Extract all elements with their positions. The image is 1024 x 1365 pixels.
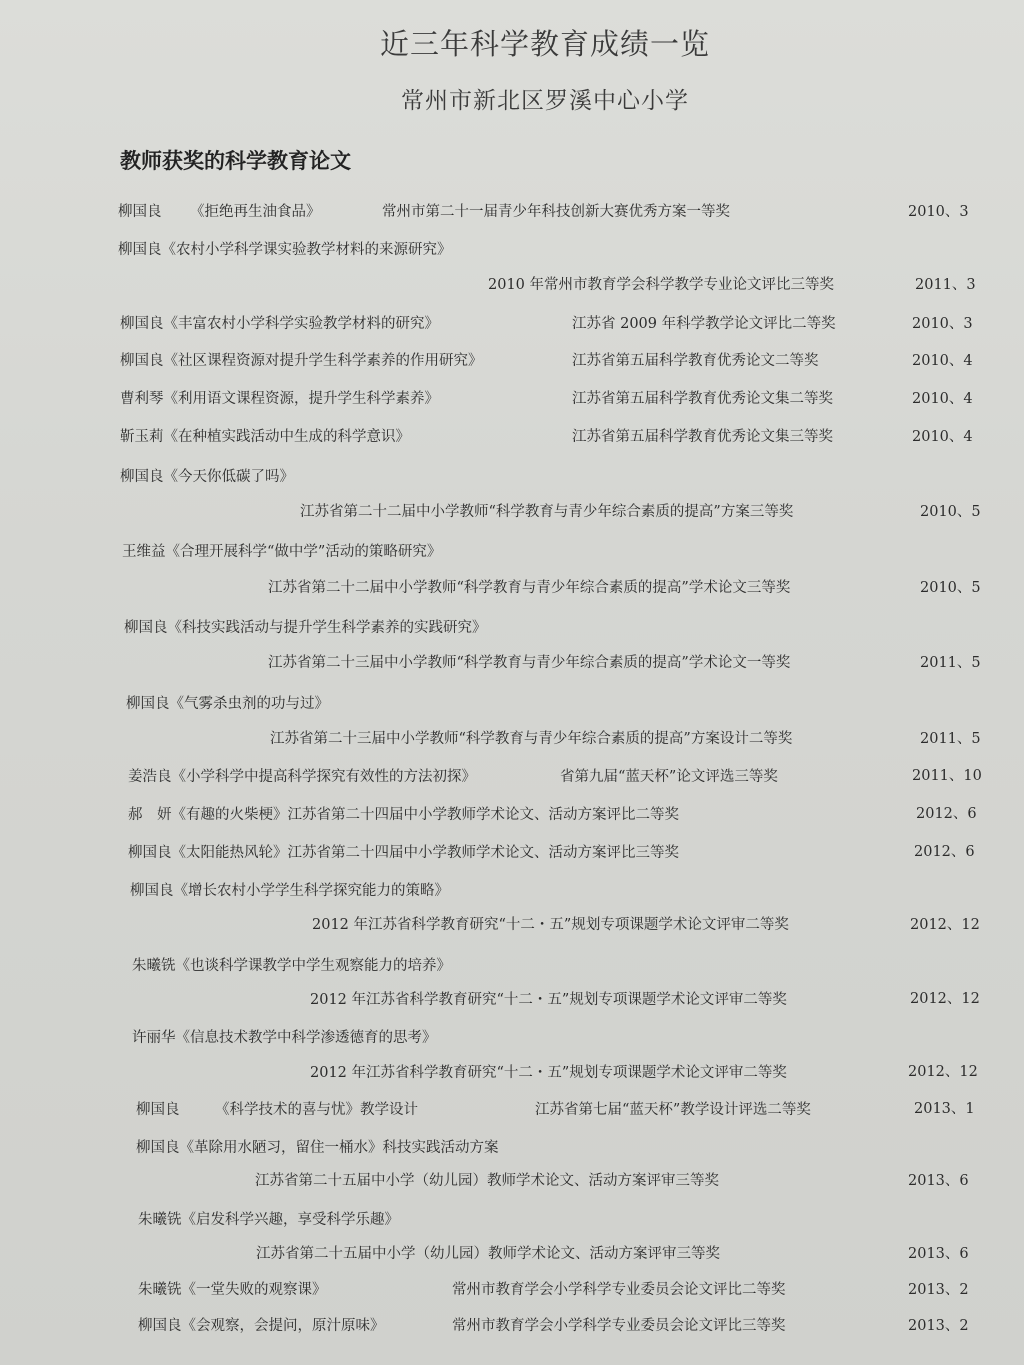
entry-date: 2012、12 [910,917,980,933]
entry-date: 2011、10 [912,768,982,784]
entry-date: 2012、6 [916,806,977,822]
entry-line: 柳国良《太阳能热风轮》江苏省第二十四届中小学教师学术论文、活动方案评比三等奖 [128,845,679,861]
entry-award: 常州市第二十一届青少年科技创新大赛优秀方案一等奖 [382,204,730,220]
entry-date: 2010、4 [912,429,973,445]
entry-line: 王维益《合理开展科学“做中学”活动的策略研究》 [122,544,442,560]
entry-award: 江苏省第二十五届中小学（幼儿园）教师学术论文、活动方案评审三等奖 [255,1173,719,1189]
entry-date: 2011、5 [920,731,981,747]
entry-award: 2012 年江苏省科学教育研究“十二・五”规划专项课题学术论文评审二等奖 [310,992,787,1008]
entry-award: 江苏省第二十三届中小学教师“科学教育与青少年综合素质的提高”方案设计二等奖 [270,731,793,747]
entry-award: 常州市教育学会小学科学专业委员会论文评比二等奖 [452,1282,786,1298]
entry-award: 2012 年江苏省科学教育研究“十二・五”规划专项课题学术论文评审二等奖 [310,1065,787,1081]
entry-date: 2012、12 [908,1064,978,1080]
entry-line: 柳国良《科技实践活动与提升学生科学素养的实践研究》 [124,620,487,636]
entry-date: 2010、5 [920,504,981,520]
page-title: 近三年科学教育成绩一览 [379,27,710,61]
entry-line: 许丽华《信息技术教学中科学渗透德育的思考》 [132,1030,437,1046]
entry-date: 2010、4 [912,391,973,407]
entry-line: 柳国良《革除用水陋习，留住一桶水》科技实践活动方案 [136,1140,499,1156]
entry-award: 常州市教育学会小学科学专业委员会论文评比三等奖 [452,1318,786,1334]
entry-date: 2013、2 [908,1282,969,1298]
entry-line: 柳国良《丰富农村小学科学实验教学材料的研究》 [120,316,439,332]
entry-line: 曹利琴《利用语文课程资源，提升学生科学素养》 [120,391,439,407]
entry-award: 江苏省第五届科学教育优秀论文二等奖 [572,353,819,369]
entry-date: 2013、6 [908,1173,969,1189]
school-name: 常州市新北区罗溪中心小学 [401,88,689,114]
section-heading: 教师获奖的科学教育论文 [120,149,351,173]
entry-line: 柳国良《会观察，会提问，原汁原味》 [138,1318,385,1334]
entry-award: 江苏省第二十五届中小学（幼儿园）教师学术论文、活动方案评审三等奖 [256,1246,720,1262]
entry-award: 2010 年常州市教育学会科学教学专业论文评比三等奖 [488,277,835,293]
entry-award: 江苏省第二十三届中小学教师“科学教育与青少年综合素质的提高”学术论文一等奖 [268,655,791,671]
entry-award: 2012 年江苏省科学教育研究“十二・五”规划专项课题学术论文评审二等奖 [312,917,789,933]
entry-award: 江苏省第七届“蓝天杯”教学设计评选二等奖 [535,1102,811,1118]
entry-author: 柳国良 [118,204,162,220]
entry-date: 2010、5 [920,580,981,596]
entry-award: 省第九届“蓝天杯”论文评选三等奖 [560,769,778,785]
entry-line: 柳国良《农村小学科学课实验教学材料的来源研究》 [118,242,452,258]
entry-line: 靳玉莉《在种植实践活动中生成的科学意识》 [120,429,410,445]
entry-date: 2010、3 [908,204,969,220]
entry-line: 柳国良《气雾杀虫剂的功与过》 [126,696,329,712]
entry-date: 2013、6 [908,1246,969,1262]
entry-line: 郝 妍《有趣的火柴梗》江苏省第二十四届中小学教师学术论文、活动方案评比二等奖 [128,807,679,823]
entry-line: 朱曦铣《启发科学兴趣，享受科学乐趣》 [138,1212,399,1228]
entry-date: 2010、4 [912,353,973,369]
entry-date: 2013、2 [908,1318,969,1334]
entry-line: 柳国良《今天你低碳了吗》 [120,469,294,485]
entry-line: 姜浩良《小学科学中提高科学探究有效性的方法初探》 [128,769,476,785]
entry-date: 2012、12 [910,991,980,1007]
entry-award: 江苏省第五届科学教育优秀论文集三等奖 [572,429,833,445]
entry-work: 《拒绝再生油食品》 [190,204,321,220]
entry-line: 柳国良《增长农村小学学生科学探究能力的策略》 [130,883,449,899]
entry-line: 朱曦铣《也谈科学课教学中学生观察能力的培养》 [132,958,451,974]
entry-date: 2010、3 [912,316,973,332]
entry-award: 江苏省第二十二届中小学教师“科学教育与青少年综合素质的提高”学术论文三等奖 [268,580,791,596]
entry-award: 江苏省第二十二届中小学教师“科学教育与青少年综合素质的提高”方案三等奖 [300,504,794,520]
entry-line: 柳国良《社区课程资源对提升学生科学素养的作用研究》 [120,353,483,369]
entry-line: 朱曦铣《一堂失败的观察课》 [138,1282,327,1298]
entry-date: 2013、1 [914,1101,975,1117]
entry-work: 《科学技术的喜与忧》教学设计 [215,1102,418,1118]
entry-date: 2012、6 [914,844,975,860]
entry-date: 2011、3 [915,277,976,293]
entry-date: 2011、5 [920,655,981,671]
entry-author: 柳国良 [136,1102,180,1118]
entry-award: 江苏省第五届科学教育优秀论文集二等奖 [572,391,833,407]
entry-award: 江苏省 2009 年科学教学论文评比二等奖 [572,316,836,332]
